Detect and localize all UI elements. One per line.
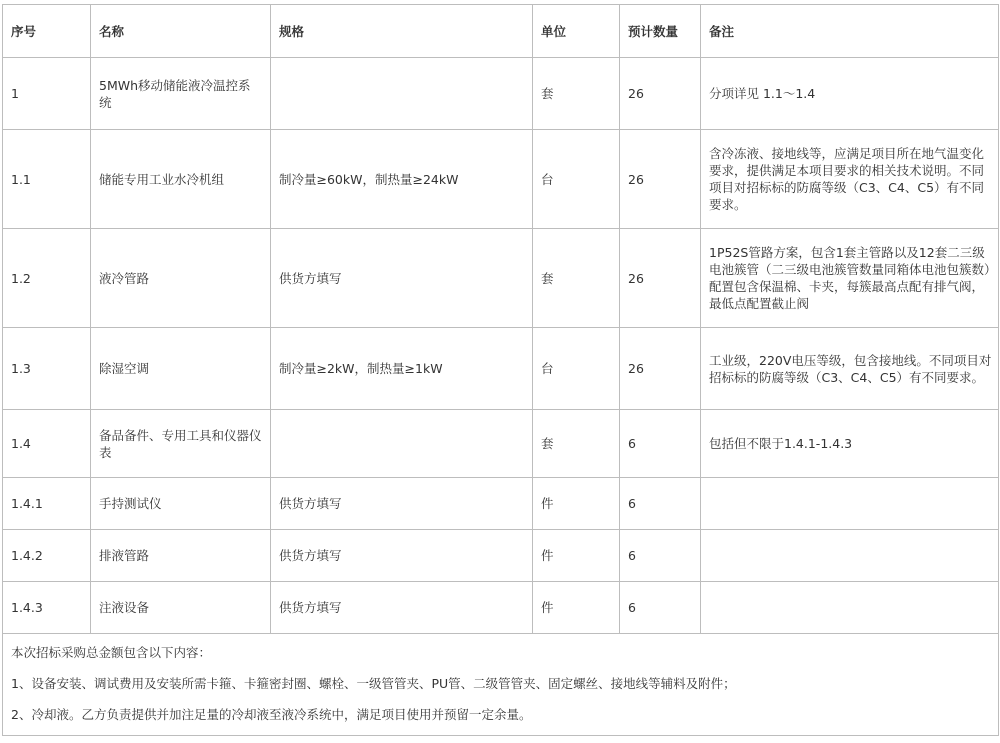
cell-spec: 供货方填写 xyxy=(271,478,533,530)
cell-qty: 6 xyxy=(620,530,701,582)
table-row xyxy=(3,328,999,410)
cell-unit: 件 xyxy=(533,530,620,582)
cell-note: 分项详见 1.1～1.4 xyxy=(701,58,999,130)
cell-qty: 26 xyxy=(620,130,701,229)
cell-name: 排液管路 xyxy=(91,530,271,582)
footer-notes xyxy=(3,634,999,736)
procurement-table xyxy=(2,4,999,736)
cell-qty: 6 xyxy=(620,410,701,478)
cell-index: 1.4.3 xyxy=(3,582,91,634)
cell-note xyxy=(701,478,999,530)
header-note: 备注 xyxy=(701,5,999,58)
cell-spec xyxy=(271,410,533,478)
cell-spec: 制冷量≥2kW，制热量≥1kW xyxy=(271,328,533,410)
cell-unit: 套 xyxy=(533,58,620,130)
cell-unit: 套 xyxy=(533,229,620,328)
table-row xyxy=(3,58,999,130)
cell-name: 除湿空调 xyxy=(91,328,271,410)
cell-name: 注液设备 xyxy=(91,582,271,634)
cell-index: 1.3 xyxy=(3,328,91,410)
table-row xyxy=(3,478,999,530)
header-name: 名称 xyxy=(91,5,271,58)
table-row xyxy=(3,130,999,229)
table-row xyxy=(3,410,999,478)
cell-qty: 6 xyxy=(620,582,701,634)
cell-note: 含冷冻液、接地线等，应满足项目所在地气温变化要求，提供满足本项目要求的相关技术说明。不同项目对招标标的防腐等级（C3、C4、C5）有不同要求。 xyxy=(701,130,999,229)
cell-spec: 供货方填写 xyxy=(271,530,533,582)
cell-spec: 供货方填写 xyxy=(271,582,533,634)
cell-unit: 件 xyxy=(533,582,620,634)
header-unit: 单位 xyxy=(533,5,620,58)
cell-qty: 26 xyxy=(620,229,701,328)
cell-note: 1P52S管路方案，包含1套主管路以及12套二三级电池簇管（二三级电池簇管数量同箱体电池包簇数）配置包含保温棉、卡夹，每簇最高点配有排气阀，最低点配置截止阀 xyxy=(701,229,999,328)
cell-index: 1.1 xyxy=(3,130,91,229)
cell-index: 1.4.1 xyxy=(3,478,91,530)
cell-unit: 套 xyxy=(533,410,620,478)
table-row xyxy=(3,530,999,582)
cell-name: 液冷管路 xyxy=(91,229,271,328)
cell-spec: 供货方填写 xyxy=(271,229,533,328)
cell-qty: 26 xyxy=(620,328,701,410)
cell-note xyxy=(701,530,999,582)
cell-qty: 6 xyxy=(620,478,701,530)
footer-item-1: 1、设备安装、调试费用及安装所需卡箍、卡箍密封圈、螺栓、一级管管夹、PU管、二级管管夹、固定螺丝、接地线等辅料及附件； xyxy=(11,676,736,691)
table-header-row xyxy=(3,5,999,58)
cell-unit: 台 xyxy=(533,328,620,410)
cell-qty: 26 xyxy=(620,58,701,130)
header-qty: 预计数量 xyxy=(620,5,701,58)
cell-note: 包括但不限于1.4.1-1.4.3 xyxy=(701,410,999,478)
footer-item-2: 2、冷却液。乙方负责提供并加注足量的冷却液至液冷系统中，满足项目使用并预留一定余量。 xyxy=(11,707,532,722)
cell-note: 工业级，220V电压等级，包含接地线。不同项目对招标标的防腐等级（C3、C4、C5）有不同要求。 xyxy=(701,328,999,410)
cell-name: 5MWh移动储能液冷温控系统 xyxy=(91,58,271,130)
cell-spec: 制冷量≥60kW，制热量≥24kW xyxy=(271,130,533,229)
table-footer-row xyxy=(3,634,999,736)
cell-index: 1.4.2 xyxy=(3,530,91,582)
cell-index: 1 xyxy=(3,58,91,130)
cell-spec xyxy=(271,58,533,130)
cell-index: 1.2 xyxy=(3,229,91,328)
header-index: 序号 xyxy=(3,5,91,58)
cell-name: 手持测试仪 xyxy=(91,478,271,530)
cell-note xyxy=(701,582,999,634)
cell-index: 1.4 xyxy=(3,410,91,478)
procurement-table-container xyxy=(2,4,998,736)
table-row xyxy=(3,582,999,634)
cell-name: 备品备件、专用工具和仪器仪表 xyxy=(91,410,271,478)
table-row xyxy=(3,229,999,328)
footer-intro: 本次招标采购总金额包含以下内容： xyxy=(11,645,212,660)
cell-name: 储能专用工业水冷机组 xyxy=(91,130,271,229)
cell-unit: 件 xyxy=(533,478,620,530)
cell-unit: 台 xyxy=(533,130,620,229)
header-spec: 规格 xyxy=(271,5,533,58)
